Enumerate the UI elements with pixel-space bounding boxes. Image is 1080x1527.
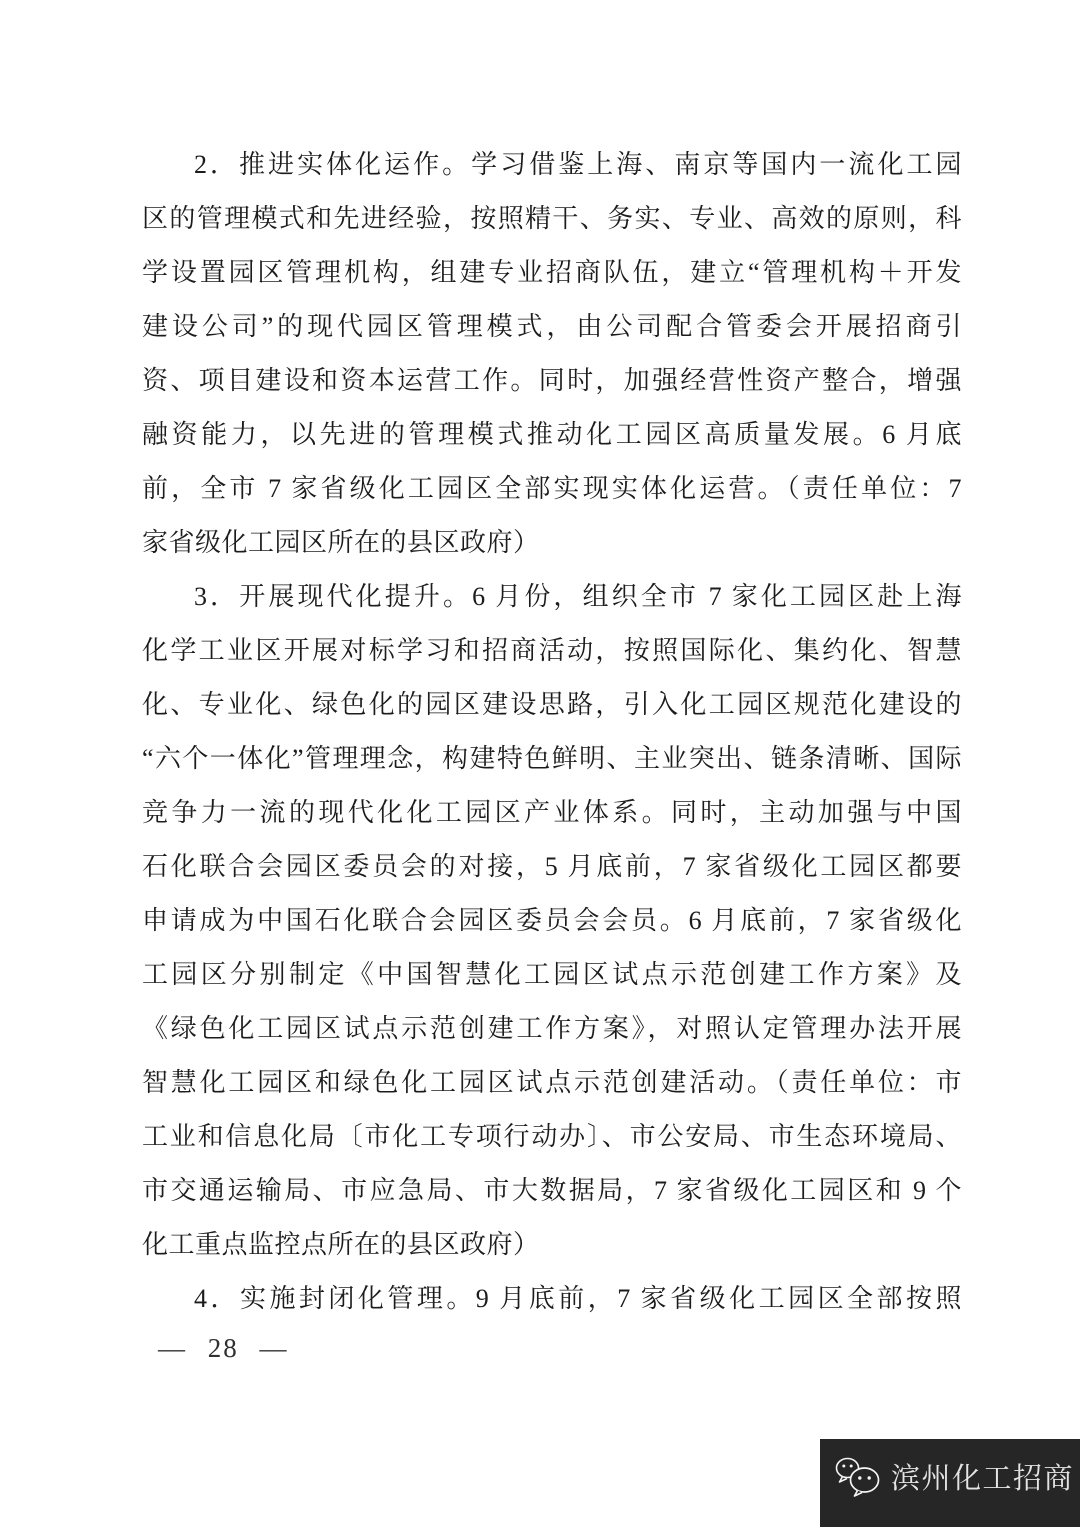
text-line: 申请成为中国石化联合会园区委员会会员。6 月底前，7 家省级化 [142, 906, 962, 935]
text-line: 学设置园区管理机构，组建专业招商队伍，建立“管理机构＋开发 [142, 258, 962, 287]
wechat-icon [834, 1455, 882, 1497]
text-line: 前，全市 7 家省级化工园区全部实现实体化运营。（责任单位：7 [142, 474, 962, 503]
text-line: 工业和信息化局〔市化工专项行动办〕、市公安局、市生态环境局、 [142, 1122, 962, 1151]
text-line: 资、项目建设和资本运营工作。同时，加强经营性资产整合，增强 [142, 366, 962, 395]
text-line: 化学工业区开展对标学习和招商活动，按照国际化、集约化、智慧 [142, 636, 962, 665]
text-line: 竞争力一流的现代化化工园区产业体系。同时，主动加强与中国 [142, 798, 962, 827]
text-line: 建设公司”的现代园区管理模式，由公司配合管委会开展招商引 [142, 312, 962, 341]
text-line: 智慧化工园区和绿色化工园区试点示范创建活动。（责任单位：市 [142, 1068, 962, 1097]
text-line: 化、专业化、绿色化的园区建设思路，引入化工园区规范化建设的 [142, 690, 962, 719]
text-line: 区的管理模式和先进经验，按照精干、务实、专业、高效的原则，科 [142, 204, 962, 233]
text-line: 融资能力，以先进的管理模式推动化工园区高质量发展。6 月底 [142, 420, 962, 449]
text-line: 化工重点监控点所在的县区政府） [142, 1230, 540, 1259]
text-line: 3．开展现代化提升。6 月份，组织全市 7 家化工园区赴上海 [194, 582, 962, 611]
text-line: 4．实施封闭化管理。9 月底前，7 家省级化工园区全部按照 [194, 1284, 962, 1313]
text-line: 工园区分别制定《中国智慧化工园区试点示范创建工作方案》及 [142, 960, 962, 989]
text-line: 石化联合会园区委员会的对接，5 月底前，7 家省级化工园区都要 [142, 852, 962, 881]
text-line: “六个一体化”管理理念，构建特色鲜明、主业突出、链条清晰、国际 [142, 744, 962, 773]
watermark-badge [820, 1439, 1080, 1527]
document-body [142, 138, 962, 1326]
text-line: 2．推进实体化运作。学习借鉴上海、南京等国内一流化工园 [194, 150, 962, 179]
text-line: 市交通运输局、市应急局、市大数据局，7 家省级化工园区和 9 个 [142, 1176, 962, 1205]
watermark-text: 滨州化工招商 [891, 1462, 1075, 1495]
page-number: — 28 — [158, 1333, 289, 1363]
text-line: 家省级化工园区所在的县区政府） [142, 528, 540, 557]
text-line: 《绿色化工园区试点示范创建工作方案》，对照认定管理办法开展 [142, 1014, 962, 1043]
